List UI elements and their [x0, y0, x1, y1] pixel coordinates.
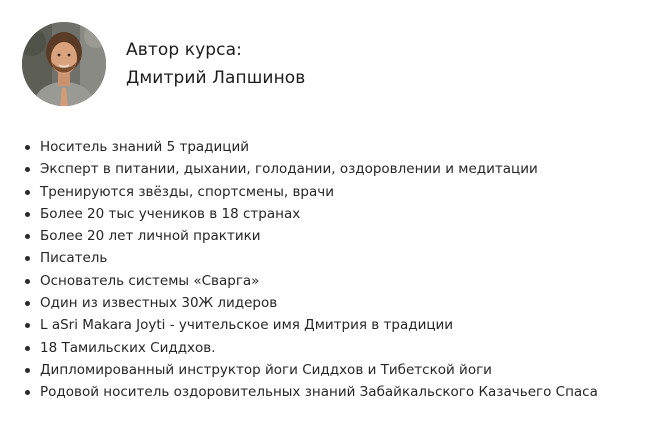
list-item: Носитель знаний 5 традиций — [22, 136, 598, 158]
list-item: Более 20 тыс учеников в 18 странах — [22, 203, 598, 225]
author-header — [22, 22, 305, 106]
list-item: Тренируются звёзды, спортсмены, врачи — [22, 181, 598, 203]
author-name: Дмитрий Лапшинов — [126, 68, 306, 88]
list-item: 18 Тамильских Сиддхов. — [22, 337, 598, 359]
author-info — [126, 36, 305, 92]
list-item: Основатель системы «Сварга» — [22, 270, 598, 292]
author-avatar — [22, 22, 106, 106]
list-item: L aSri Makara Joyti - учительское имя Дмитрия в традиции — [22, 314, 598, 336]
author-facts-list — [22, 136, 598, 404]
author-heading: Автор курса: — [126, 40, 242, 60]
list-item: Более 20 лет личной практики — [22, 225, 598, 247]
list-item: Один из известных 30Ж лидеров — [22, 292, 598, 314]
list-item: Писатель — [22, 247, 598, 269]
author-portrait-icon — [22, 22, 106, 106]
list-item: Дипломированный инструктор йоги Сиддхов и Тибетской йоги — [22, 359, 598, 381]
list-item: Эксперт в питании, дыхании, голодании, оздоровлении и медитации — [22, 158, 598, 180]
list-item: Родовой носитель оздоровительных знаний Забайкальского Казачьего Спаса — [22, 381, 598, 403]
